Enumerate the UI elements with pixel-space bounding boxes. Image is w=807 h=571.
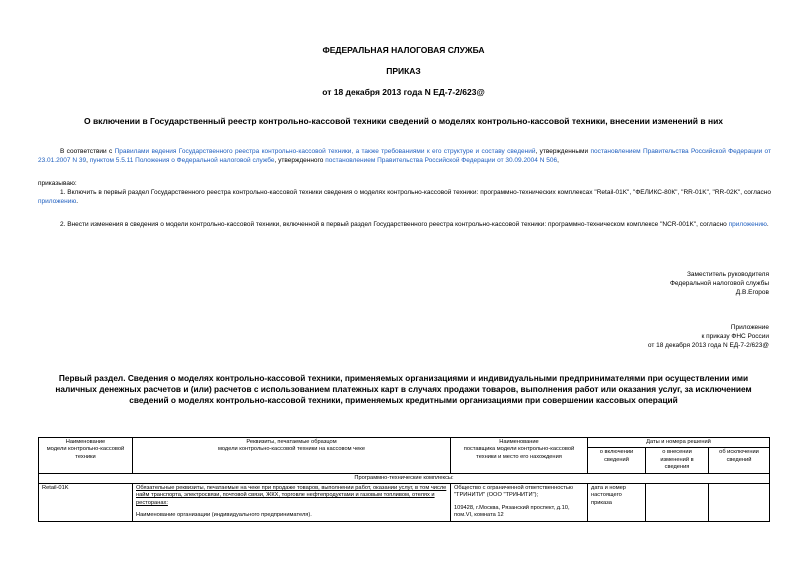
order-item-2 — [38, 220, 771, 229]
document-date-number: от 18 декабря 2013 года N ЕД-7-2/623@ — [322, 87, 485, 97]
appendix-ref: к приказу ФНС России — [701, 333, 769, 340]
header-text: модели контрольно-кассовой техники на кассовом чеке — [217, 446, 366, 453]
supplier-name: Общество с ограниченной ответственностью "ТРИНИТИ" (ООО "ТРИНИТИ"); — [454, 485, 574, 499]
table-group-row — [39, 473, 770, 483]
appendix-link[interactable]: приложению — [728, 221, 767, 228]
signature-position: Заместитель руководителя — [687, 271, 769, 278]
cell-inclusion: дата и номер настоящего приказа — [588, 484, 646, 522]
appendix-date: от 18 декабря 2013 года N ЕД-7-2/623@ — [647, 342, 769, 349]
header-text: модели контрольно-кассовой техники — [46, 446, 125, 460]
header-decisions: Даты и номера решений — [588, 438, 770, 448]
signature-agency: Федеральной налоговой службы — [669, 280, 769, 287]
regulation-link[interactable]: пунктом 5.5.11 Положения о Федеральной налоговой службе — [89, 157, 275, 164]
document-type: ПРИКАЗ — [386, 66, 421, 76]
preamble-text: , — [86, 157, 90, 164]
item-text: 2. Внести изменения в сведения о модели контрольно-кассовой техники, включенной в первый раздел Государственного реестра контрольно-кассовой техники: программно-техническом комплексе "NCR-001K", согласно — [60, 221, 729, 228]
supplier-address: 109428, г.Москва, Рязанский проспект, д.10, пом.VI, комната 12 — [454, 504, 570, 519]
item-text: . — [766, 221, 769, 228]
appendix-title: Приложение — [730, 324, 769, 331]
group-label: Программно-технические комплексы: — [39, 473, 770, 483]
preamble — [38, 147, 771, 165]
preamble-text: , утвержденного — [274, 157, 326, 164]
header-model-name — [39, 438, 133, 474]
order-word: приказываю: — [38, 180, 77, 187]
table-row — [39, 484, 770, 522]
item-text: 1. Включить в первый раздел Государственного реестра контрольно-кассовой техники сведения о моделях контрольно-кассовой техники: программно-технических комплексах "Retail-01K", "ФЕЛИКС-80К", "RR-01K", "RR-02K", согласно — [60, 189, 771, 196]
header-supplier — [451, 438, 588, 474]
appendix-block — [648, 323, 769, 350]
requisites-mandatory: Обязательные реквизиты, печатаемые на чеке при продаже товаров, выполнении работ, оказании услуг, в том числе найм транспорта, электросвязи, почтовой связи, ЖКХ, торговле нефтепродуктами и газовым топливом, отелях и ресторанах: — [136, 485, 447, 506]
header-text: Наименование — [65, 439, 106, 445]
header-exclusion: об исключении сведений — [709, 448, 770, 473]
preamble-text: В соответствии с — [60, 148, 115, 155]
cell-requisites — [133, 484, 451, 522]
registry-table — [38, 437, 770, 522]
document-subject: О включении в Государственный реестр контрольно-кассовой техники сведений о моделях контрольно-кассовой техники, внесении изменений в них — [83, 116, 724, 126]
section-title: Первый раздел. Сведения о моделях контрольно-кассовой техники, применяемых организациями и индивидуальными предпринимателями при осуществлении ими наличных денежных расчетов и (или) расчетов с использованием платежных карт в случаях продажи товаров, выполнения работ или оказания услуг, за исключением сведений о моделях контрольно-кассовой техники, применяемых кредитными организациями при совершении кассовых операций — [55, 373, 752, 405]
cell-model-name: Retail-01K — [39, 484, 133, 522]
header-inclusion: о включении сведений — [588, 448, 646, 473]
agency-title: ФЕДЕРАЛЬНАЯ НАЛОГОВАЯ СЛУЖБА — [322, 45, 485, 55]
header-changes: о внесении изменений в сведения — [646, 448, 709, 473]
header-text: поставщика модели контрольно-кассовой техники и место его нахождения — [463, 446, 575, 460]
cell-exclusion — [709, 484, 770, 522]
decree-39-link[interactable]: постановлением Правительства Российской Федерации от 23.01.2007 N 39 — [38, 148, 771, 164]
signature-block — [670, 270, 769, 297]
decree-506-link[interactable]: постановлением Правительства Российской Федерации от 30.09.2004 N 506 — [325, 157, 558, 164]
header-text: Реквизиты, печатаемые образцом — [246, 439, 337, 445]
cell-supplier — [451, 484, 588, 522]
rules-link[interactable]: Правилами ведения Государственного реестра контрольно-кассовой техники, а также требованиями к его структуре и составу сведений — [114, 148, 536, 155]
header-requisites — [133, 438, 451, 474]
requisites-item: Наименование организации (индивидуального предпринимателя). — [136, 512, 312, 519]
header-text: Наименование — [499, 439, 539, 445]
appendix-link[interactable]: приложению — [38, 198, 77, 205]
table-header-row — [39, 438, 770, 448]
item-text: . — [76, 198, 79, 205]
signature-name: Д.В.Егоров — [735, 289, 769, 296]
preamble-text: , — [557, 157, 559, 164]
order-item-1 — [38, 188, 771, 206]
preamble-text: , утвержденными — [535, 148, 591, 155]
cell-changes — [646, 484, 709, 522]
